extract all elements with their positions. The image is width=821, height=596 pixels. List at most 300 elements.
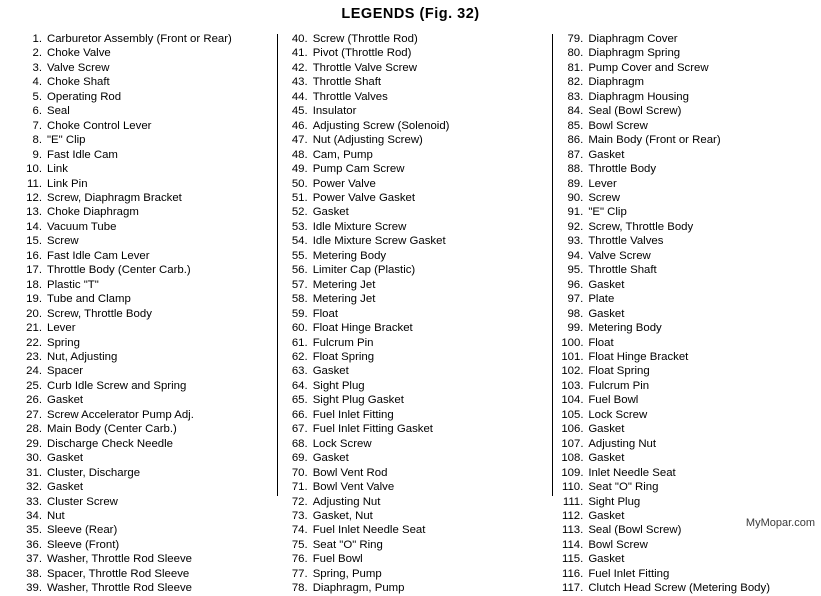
legend-item-label: Vacuum Tube [47, 220, 117, 233]
legend-item [286, 567, 553, 581]
legend-item-label: Float Spring [588, 365, 650, 378]
legend-item-label: Diaphragm Housing [588, 90, 689, 103]
legend-item-number: 90. [567, 191, 584, 204]
legend-item [286, 552, 553, 566]
legend-item-number: 48. [291, 148, 308, 161]
legend-item [20, 422, 277, 436]
legend-item [286, 191, 553, 205]
legend-item-number: 102. [561, 365, 584, 378]
legend-item-number: 44. [291, 90, 308, 103]
legend-item [20, 466, 277, 480]
legend-item-label: Gasket [588, 553, 625, 566]
legend-item-label: Screw [47, 235, 79, 248]
legend-item [20, 148, 277, 162]
legend-item-label: Seal [47, 105, 70, 118]
legend-item [20, 581, 277, 595]
legend-item [20, 104, 277, 118]
legend-item-number: 14. [26, 220, 42, 233]
legend-item-label: Cam, Pump [312, 148, 373, 161]
legend-item [20, 119, 277, 133]
legend-item-label: Gasket [47, 452, 84, 465]
legend-list-2 [286, 32, 553, 596]
legend-item [20, 177, 277, 191]
legend-item-number: 52. [291, 206, 308, 219]
legend-item [561, 148, 815, 162]
legend-item-number: 7. [32, 119, 42, 132]
legend-item-number: 110. [561, 481, 584, 494]
legend-item-label: Metering Jet [312, 293, 376, 306]
legend-item-label: Bowl Vent Valve [312, 481, 395, 494]
legend-item-number: 37. [26, 553, 42, 566]
legend-item-label: Fuel Bowl [588, 394, 639, 407]
legend-item-label: Spring [47, 336, 80, 349]
legend-item-label: Power Valve [312, 177, 376, 190]
legend-item-number: 20. [26, 307, 42, 320]
legend-list-3 [561, 32, 815, 596]
legend-item [561, 581, 815, 595]
legend-item-label: Fulcrum Pin [312, 336, 374, 349]
legend-item-label: Sleeve (Rear) [47, 524, 118, 537]
legend-item [286, 379, 553, 393]
legend-item-number: 27. [26, 408, 42, 421]
legend-item-label: Seal (Bowl Screw) [588, 105, 682, 118]
legend-item-number: 67. [291, 423, 308, 436]
legend-item [561, 119, 815, 133]
legend-item [561, 408, 815, 422]
legend-item-number: 69. [291, 452, 308, 465]
legend-item [561, 191, 815, 205]
legend-item [561, 379, 815, 393]
legend-item-label: Gasket [312, 365, 349, 378]
legend-item-label: Diaphragm Spring [588, 47, 681, 60]
legend-item [286, 177, 553, 191]
legend-item-label: "E" Clip [47, 134, 86, 147]
legend-item-label: Float [312, 307, 339, 320]
legend-item-label: Gasket [588, 307, 625, 320]
legend-item-number: 97. [567, 293, 584, 306]
legend-item [561, 350, 815, 364]
legend-item [20, 191, 277, 205]
legend-item-number: 116. [561, 567, 584, 580]
legend-item-label: Curb Idle Screw and Spring [47, 379, 187, 392]
legend-item [286, 278, 553, 292]
legend-item [561, 75, 815, 89]
legend-item-label: Metering Jet [312, 278, 376, 291]
legend-item-number: 38. [26, 567, 42, 580]
legend-item [561, 61, 815, 75]
legend-item [286, 336, 553, 350]
legend-item [20, 278, 277, 292]
legend-item [286, 32, 553, 46]
legend-item [20, 552, 277, 566]
legend-item-number: 23. [26, 350, 42, 363]
legend-item-number: 25. [26, 379, 42, 392]
legend-item-label: Seat "O" Ring [588, 481, 659, 494]
legend-item-label: Fuel Bowl [312, 553, 363, 566]
legend-item-number: 45. [291, 105, 308, 118]
legend-item-label: Screw, Diaphragm Bracket [47, 191, 182, 204]
legend-item-number: 85. [567, 119, 584, 132]
legend-item-label: Screw, Throttle Body [588, 220, 694, 233]
legend-item [286, 61, 553, 75]
legend-item-label: Power Valve Gasket [312, 191, 416, 204]
legend-item-number: 63. [291, 365, 308, 378]
legend-item [20, 321, 277, 335]
legend-item-label: Discharge Check Needle [47, 437, 173, 450]
legend-item-label: Carburetor Assembly (Front or Rear) [47, 33, 232, 45]
legend-item-number: 95. [567, 264, 584, 277]
legend-item [561, 249, 815, 263]
legend-item [561, 278, 815, 292]
legend-item-label: Float Hinge Bracket [312, 322, 413, 335]
legend-item-number: 24. [26, 365, 42, 378]
legend-item-label: Link [47, 163, 68, 176]
legend-item-label: Nut [47, 509, 65, 522]
legend-column-3 [553, 32, 815, 596]
legend-item [286, 321, 553, 335]
legend-item [561, 234, 815, 248]
legend-item-label: Choke Shaft [47, 76, 110, 89]
legend-item-label: "E" Clip [588, 206, 627, 219]
legend-item-number: 16. [26, 249, 42, 262]
legend-item-number: 115. [561, 553, 584, 566]
legend-item-number: 83. [567, 90, 584, 103]
legend-item-label: Gasket [588, 278, 625, 291]
legend-item-number: 96. [567, 278, 584, 291]
legend-item-number: 55. [291, 249, 308, 262]
legend-item-label: Gasket, Nut [312, 509, 373, 522]
legend-item-label: Gasket [588, 148, 625, 161]
legend-item [286, 148, 553, 162]
legend-item [286, 205, 553, 219]
legend-item-number: 79. [567, 33, 584, 45]
legend-item-label: Gasket [588, 452, 625, 465]
legend-item-label: Nut, Adjusting [47, 350, 118, 363]
legend-item-number: 39. [26, 582, 42, 595]
legend-item-label: Throttle Shaft [312, 76, 382, 89]
legend-item-number: 35. [26, 524, 42, 537]
legend-item [286, 509, 553, 523]
legend-item [20, 364, 277, 378]
legend-item [286, 538, 553, 552]
legend-item-label: Operating Rod [47, 90, 122, 103]
legend-item-label: Adjusting Screw (Solenoid) [312, 119, 450, 132]
legend-item [561, 104, 815, 118]
legend-item-number: 94. [567, 249, 584, 262]
legend-item-number: 93. [567, 235, 584, 248]
legend-item [20, 263, 277, 277]
legend-item-number: 71. [291, 481, 308, 494]
legend-item [286, 46, 553, 60]
legend-item-label: Idle Mixture Screw [312, 220, 407, 233]
legend-item [20, 509, 277, 523]
legend-item [286, 581, 553, 595]
legend-item-label: Throttle Valves [588, 235, 664, 248]
legend-item-label: Cluster, Discharge [47, 466, 141, 479]
legend-item-number: 117. [561, 582, 584, 595]
legend-item-label: Nut (Adjusting Screw) [312, 134, 423, 147]
legend-item [286, 104, 553, 118]
legend-column-2 [278, 32, 553, 596]
legend-item-number: 72. [291, 495, 308, 508]
legend-item [286, 263, 553, 277]
legend-item [561, 364, 815, 378]
legend-item [20, 292, 277, 306]
legend-item-label: Clutch Head Screw (Metering Body) [588, 582, 771, 595]
legend-item-number: 109. [561, 466, 584, 479]
legend-item-number: 36. [26, 538, 42, 551]
legend-item-number: 17. [26, 264, 42, 277]
legend-item-label: Choke Diaphragm [47, 206, 139, 219]
legend-item-number: 101. [561, 350, 584, 363]
legend-item-number: 60. [291, 322, 308, 335]
legend-item [286, 422, 553, 436]
legend-item-number: 51. [291, 191, 308, 204]
legend-item [286, 119, 553, 133]
legend-item-label: Sight Plug [312, 379, 365, 392]
legend-item [561, 205, 815, 219]
legend-item [561, 220, 815, 234]
legend-item-number: 104. [561, 394, 584, 407]
legend-item [20, 451, 277, 465]
legend-item-number: 91. [567, 206, 584, 219]
legend-item [286, 234, 553, 248]
legend-item [286, 364, 553, 378]
legend-item [20, 495, 277, 509]
legend-item-label: Throttle Valve Screw [312, 61, 417, 74]
legend-item [20, 307, 277, 321]
legend-item-number: 34. [26, 509, 42, 522]
legend-item-number: 99. [567, 322, 584, 335]
legend-item [561, 133, 815, 147]
legend-item-number: 103. [561, 379, 584, 392]
legend-item-label: Spacer [47, 365, 84, 378]
legend-item-number: 111. [562, 495, 584, 508]
legend-item-label: Pump Cam Screw [312, 163, 405, 176]
legend-item [20, 249, 277, 263]
legend-item-number: 15. [26, 235, 42, 248]
page-title: LEGENDS (Fig. 32) [341, 6, 480, 22]
legend-item [286, 249, 553, 263]
legend-item-number: 50. [291, 177, 308, 190]
legend-item-number: 107. [561, 437, 584, 450]
legend-item-number: 49. [291, 163, 308, 176]
legend-item-label: Pivot (Throttle Rod) [312, 47, 412, 60]
legend-item [561, 263, 815, 277]
legend-item-label: Bowl Screw [588, 119, 648, 132]
legend-item [20, 205, 277, 219]
legend-list-1 [20, 32, 277, 596]
legend-item-label: Pump Cover and Screw [588, 61, 709, 74]
legend-item-number: 8. [32, 134, 42, 147]
legend-item-number: 58. [291, 293, 308, 306]
legend-item-number: 113. [561, 524, 584, 537]
legend-item-number: 59. [291, 307, 308, 320]
legend-item [286, 350, 553, 364]
legend-item-label: Fulcrum Pin [588, 379, 650, 392]
legend-item [286, 220, 553, 234]
legend-item-label: Fast Idle Cam Lever [47, 249, 150, 262]
legend-item-number: 30. [26, 452, 42, 465]
legend-item [286, 523, 553, 537]
legend-item-label: Gasket [588, 423, 625, 436]
legend-item-number: 112. [561, 509, 584, 522]
legend-item [20, 567, 277, 581]
legend-item [286, 162, 553, 176]
legend-item-label: Link Pin [47, 177, 88, 190]
legend-item [286, 292, 553, 306]
legend-item-number: 46. [291, 119, 308, 132]
legend-item-label: Lock Screw [588, 408, 648, 421]
legend-item-number: 41. [291, 47, 308, 60]
legend-item-label: Diaphragm Cover [588, 33, 678, 45]
legend-item-label: Bowl Screw [588, 538, 648, 551]
legend-item-label: Gasket [588, 509, 625, 522]
legend-item-number: 56. [291, 264, 308, 277]
legend-item-label: Fuel Inlet Needle Seat [312, 524, 426, 537]
legend-item-number: 105. [561, 408, 584, 421]
legend-item-number: 42. [291, 61, 308, 74]
legend-item-label: Metering Body [588, 322, 662, 335]
legend-item [561, 177, 815, 191]
legend-item [20, 538, 277, 552]
legend-item [286, 393, 553, 407]
legend-item-number: 81. [567, 61, 584, 74]
legend-item-number: 2. [32, 47, 42, 60]
legend-item-label: Main Body (Front or Rear) [588, 134, 721, 147]
legend-item [561, 437, 815, 451]
legend-item-label: Washer, Throttle Rod Sleeve [47, 582, 192, 595]
legend-item-label: Float Spring [312, 350, 375, 363]
legend-item-label: Plate [588, 293, 615, 306]
legend-item-number: 75. [291, 538, 308, 551]
legend-item-label: Fuel Inlet Fitting Gasket [312, 423, 433, 436]
legend-item-number: 18. [26, 278, 42, 291]
legend-item-label: Spring, Pump [312, 567, 382, 580]
legend-item [561, 292, 815, 306]
legend-item-number: 92. [567, 220, 584, 233]
legend-item-number: 68. [291, 437, 308, 450]
legend-item-label: Gasket [312, 452, 349, 465]
legend-item-label: Metering Body [312, 249, 387, 262]
legend-item-label: Lever [588, 177, 617, 190]
legend-item-number: 22. [26, 336, 42, 349]
legend-item-label: Seal (Bowl Screw) [588, 524, 682, 537]
legend-item [286, 451, 553, 465]
legend-item [20, 32, 277, 46]
legend-item [286, 437, 553, 451]
legend-item [561, 538, 815, 552]
legend-item [286, 90, 553, 104]
legend-item-number: 11. [27, 177, 42, 190]
legend-item-label: Gasket [47, 481, 84, 494]
legend-item-label: Throttle Shaft [588, 264, 657, 277]
legend-item-number: 47. [291, 134, 308, 147]
legend-item-number: 54. [291, 235, 308, 248]
legend-item [20, 350, 277, 364]
legend-item-number: 40. [291, 33, 308, 45]
legend-item-label: Adjusting Nut [312, 495, 381, 508]
legend-item-label: Diaphragm [588, 76, 645, 89]
legend-item-label: Cluster Screw [47, 495, 118, 508]
legend-item-number: 65. [291, 394, 308, 407]
legend-item [20, 61, 277, 75]
legend-item [20, 46, 277, 60]
legend-item-number: 29. [26, 437, 42, 450]
legend-item-number: 53. [291, 220, 308, 233]
legend-item-number: 28. [26, 423, 42, 436]
legend-item-label: Gasket [47, 394, 84, 407]
legend-item [20, 90, 277, 104]
legend-item [286, 133, 553, 147]
legend-item-label: Idle Mixture Screw Gasket [312, 235, 446, 248]
legend-item-number: 82. [567, 76, 584, 89]
legend-item-number: 106. [561, 423, 584, 436]
legend-item [561, 46, 815, 60]
legend-item [561, 321, 815, 335]
legend-item [561, 552, 815, 566]
legend-item-number: 114. [561, 538, 584, 551]
legend-item [20, 480, 277, 494]
legend-item-number: 77. [291, 567, 308, 580]
legend-item [561, 162, 815, 176]
legend-item [20, 220, 277, 234]
legend-item [286, 408, 553, 422]
legend-item-number: 10. [26, 163, 42, 176]
legend-item [561, 480, 815, 494]
legend-item-number: 43. [291, 76, 308, 89]
legend-item-number: 5. [32, 90, 42, 103]
legend-item-number: 6. [32, 105, 42, 118]
legend-item-label: Diaphragm, Pump [312, 582, 405, 595]
legend-item-number: 98. [567, 307, 584, 320]
legend-item [561, 90, 815, 104]
legend-item-number: 61. [291, 336, 308, 349]
legend-item [286, 480, 553, 494]
legend-item [20, 437, 277, 451]
legend-item-number: 76. [291, 553, 308, 566]
legend-item [286, 75, 553, 89]
legend-item [286, 495, 553, 509]
legend-item-number: 32. [26, 481, 42, 494]
legend-item-number: 88. [567, 163, 584, 176]
legend-item-label: Valve Screw [588, 249, 651, 262]
legend-item-number: 21. [26, 322, 42, 335]
legend-item-number: 84. [567, 105, 584, 118]
legend-item-label: Screw [588, 191, 620, 204]
legend-item-number: 64. [291, 379, 308, 392]
legend-item-label: Fuel Inlet Fitting [588, 567, 670, 580]
legend-item-number: 1. [32, 33, 42, 45]
legend-item [561, 393, 815, 407]
legend-item-label: Plastic "T" [47, 278, 99, 291]
legend-item-label: Main Body (Center Carb.) [47, 423, 177, 436]
legend-item-label: Throttle Body [588, 163, 657, 176]
legend-item [561, 336, 815, 350]
legend-item-number: 4. [32, 76, 42, 89]
legend-item-label: Bowl Vent Rod [312, 466, 388, 479]
legend-item [20, 75, 277, 89]
legend-item [20, 336, 277, 350]
legend-item-number: 12. [26, 191, 42, 204]
legend-item [561, 451, 815, 465]
legend-item-number: 100. [561, 336, 584, 349]
legend-item-label: Seat "O" Ring [312, 538, 383, 551]
legend-item-label: Float [588, 336, 614, 349]
legend-item-number: 13. [26, 206, 42, 219]
legend-item [561, 422, 815, 436]
legend-item-label: Fast Idle Cam [47, 148, 118, 161]
